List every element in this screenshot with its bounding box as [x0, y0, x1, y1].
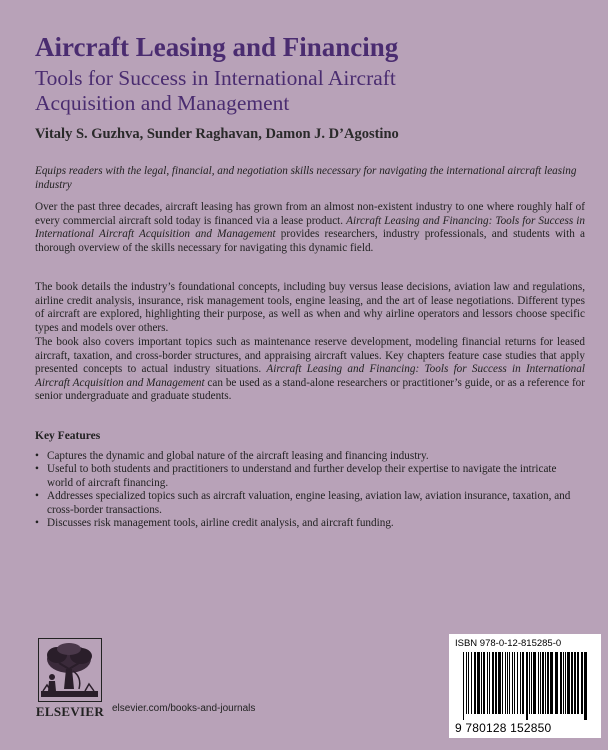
barcode-bar — [538, 652, 539, 714]
barcode-bar — [522, 652, 524, 714]
barcode-bar — [505, 652, 506, 714]
p1-book-title: Aircraft Leasing and Financing: Tools for Success in International Aircraft Acquisition and Management — [35, 214, 585, 241]
barcode-bar — [495, 652, 497, 714]
barcode-bar — [517, 652, 518, 714]
feature-text: Addresses specialized topics such as aircraft valuation, engine leasing, aviation law, aviation insurance, taxation, and cross-border transactions. — [47, 490, 571, 516]
p1-text-b: provides researchers, industry professionals, and students with a thorough overview of the skills necessary for navigating this dynamic field. — [35, 228, 585, 254]
barcode-bar — [468, 652, 469, 714]
barcode-bar — [520, 652, 521, 714]
barcode-bar — [512, 652, 513, 714]
barcode-bar — [471, 652, 472, 714]
subtitle-line-2: Acquisition and Management — [35, 91, 290, 115]
publisher-name: ELSEVIER — [35, 704, 105, 719]
barcode-bar — [466, 652, 467, 714]
feature-text: Useful to both students and practitioners to understand and further develop their expertise to navigate the intricate world of aircraft financing. — [47, 463, 557, 489]
barcode-bar — [542, 652, 544, 714]
key-features-heading: Key Features — [35, 430, 101, 442]
bullet-icon: • — [35, 463, 39, 476]
description-paragraph-3 — [35, 336, 585, 404]
authors: Vitaly S. Guzhva, Sunder Raghavan, Damon J. D’Agostino — [35, 126, 399, 142]
subtitle-line-1: Tools for Success in International Aircraft — [35, 66, 396, 90]
barcode-bar — [498, 652, 501, 714]
barcode-bar — [555, 652, 558, 714]
barcode-bar — [474, 652, 476, 714]
barcode-bar — [514, 652, 515, 714]
bullet-icon: • — [35, 517, 39, 530]
list-item — [35, 490, 580, 517]
p3-text-a: The book also covers important topics such as maintenance reserve development, modeling financial returns for leased aircraft, taxation, and cross-border structures, and appraising aircraft values. Key chapters feature case studies that apply presented concepts to actual industry situations. — [35, 336, 585, 376]
p3-text-b: can be used as a stand-alone researchers or practitioner’s guide, or as a reference for senior undergraduate and graduate students. — [35, 376, 585, 403]
feature-text: Discusses risk management tools, airline credit analysis, and aircraft funding. — [47, 517, 394, 530]
list-item — [35, 463, 580, 490]
tagline: Equips readers with the legal, financial, and negotiation skills necessary for navigating the international aircraft leasing industry — [35, 165, 577, 191]
bullet-icon: • — [35, 490, 39, 503]
barcode-bar — [581, 652, 583, 714]
book-title: Aircraft Leasing and Financing — [35, 32, 399, 62]
barcode-bar — [550, 652, 553, 714]
barcode-bar — [577, 652, 579, 714]
barcode-bar — [565, 652, 566, 714]
barcode-bar — [509, 652, 510, 714]
barcode-bar — [507, 652, 508, 714]
barcode-bar — [481, 652, 482, 714]
barcode-bar — [533, 652, 536, 714]
barcode-bar — [489, 652, 490, 714]
publisher-website[interactable]: elsevier.com/books-and-journals — [112, 703, 256, 714]
book-subtitle — [35, 66, 555, 116]
description-paragraph-2: The book details the industry’s foundational concepts, including buy versus lease decisions, aviation law and regulations, airline credit analysis, insurance, risk management tools, engine leasing, and the art of lease negotiations. Different types of aircraft are explored, highlighting their purpose, as well as when and why airline operators and lessors choose specific types and models over others. — [35, 281, 585, 334]
list-item — [35, 450, 580, 463]
list-item — [35, 517, 580, 530]
barcode-bar — [563, 652, 564, 714]
barcode-bar — [560, 652, 562, 714]
key-features-list — [35, 450, 580, 530]
p1-text-a: Over the past three decades, aircraft leasing has grown from an almost non-existent industry to one where roughly half of every commercial aircraft sold today is financed via a lease product. — [35, 201, 585, 227]
barcode-bar — [526, 652, 528, 720]
barcode-bar — [567, 652, 570, 714]
barcode-digits: 9 780128 152850 — [455, 721, 552, 735]
barcode-bar — [487, 652, 488, 714]
barcode-box — [449, 634, 601, 738]
barcode-bar — [502, 652, 503, 714]
barcode-icon — [463, 652, 589, 720]
p3-book-title: Aircraft Leasing and Financing: Tools for Success in International Aircraft Acquisition and Management — [35, 363, 585, 389]
barcode-bar — [529, 652, 530, 714]
barcode-bar — [574, 652, 576, 714]
isbn-label: ISBN 978-0-12-815285-0 — [455, 638, 562, 649]
elsevier-tree-logo-icon — [38, 638, 102, 702]
barcode-bar — [463, 652, 464, 720]
bullet-icon: • — [35, 450, 39, 462]
barcode-bar — [492, 652, 494, 714]
barcode-bar — [571, 652, 573, 714]
barcode-bar — [531, 652, 532, 714]
barcode-bar — [547, 652, 549, 714]
barcode-bar — [584, 652, 587, 720]
barcode-bar — [483, 652, 485, 714]
description-paragraph-1 — [35, 201, 585, 255]
barcode-bar — [540, 652, 541, 714]
barcode-bar — [545, 652, 546, 714]
feature-text: Captures the dynamic and global nature of the aircraft leasing and financing industry. — [47, 450, 429, 462]
barcode-bar — [477, 652, 480, 714]
